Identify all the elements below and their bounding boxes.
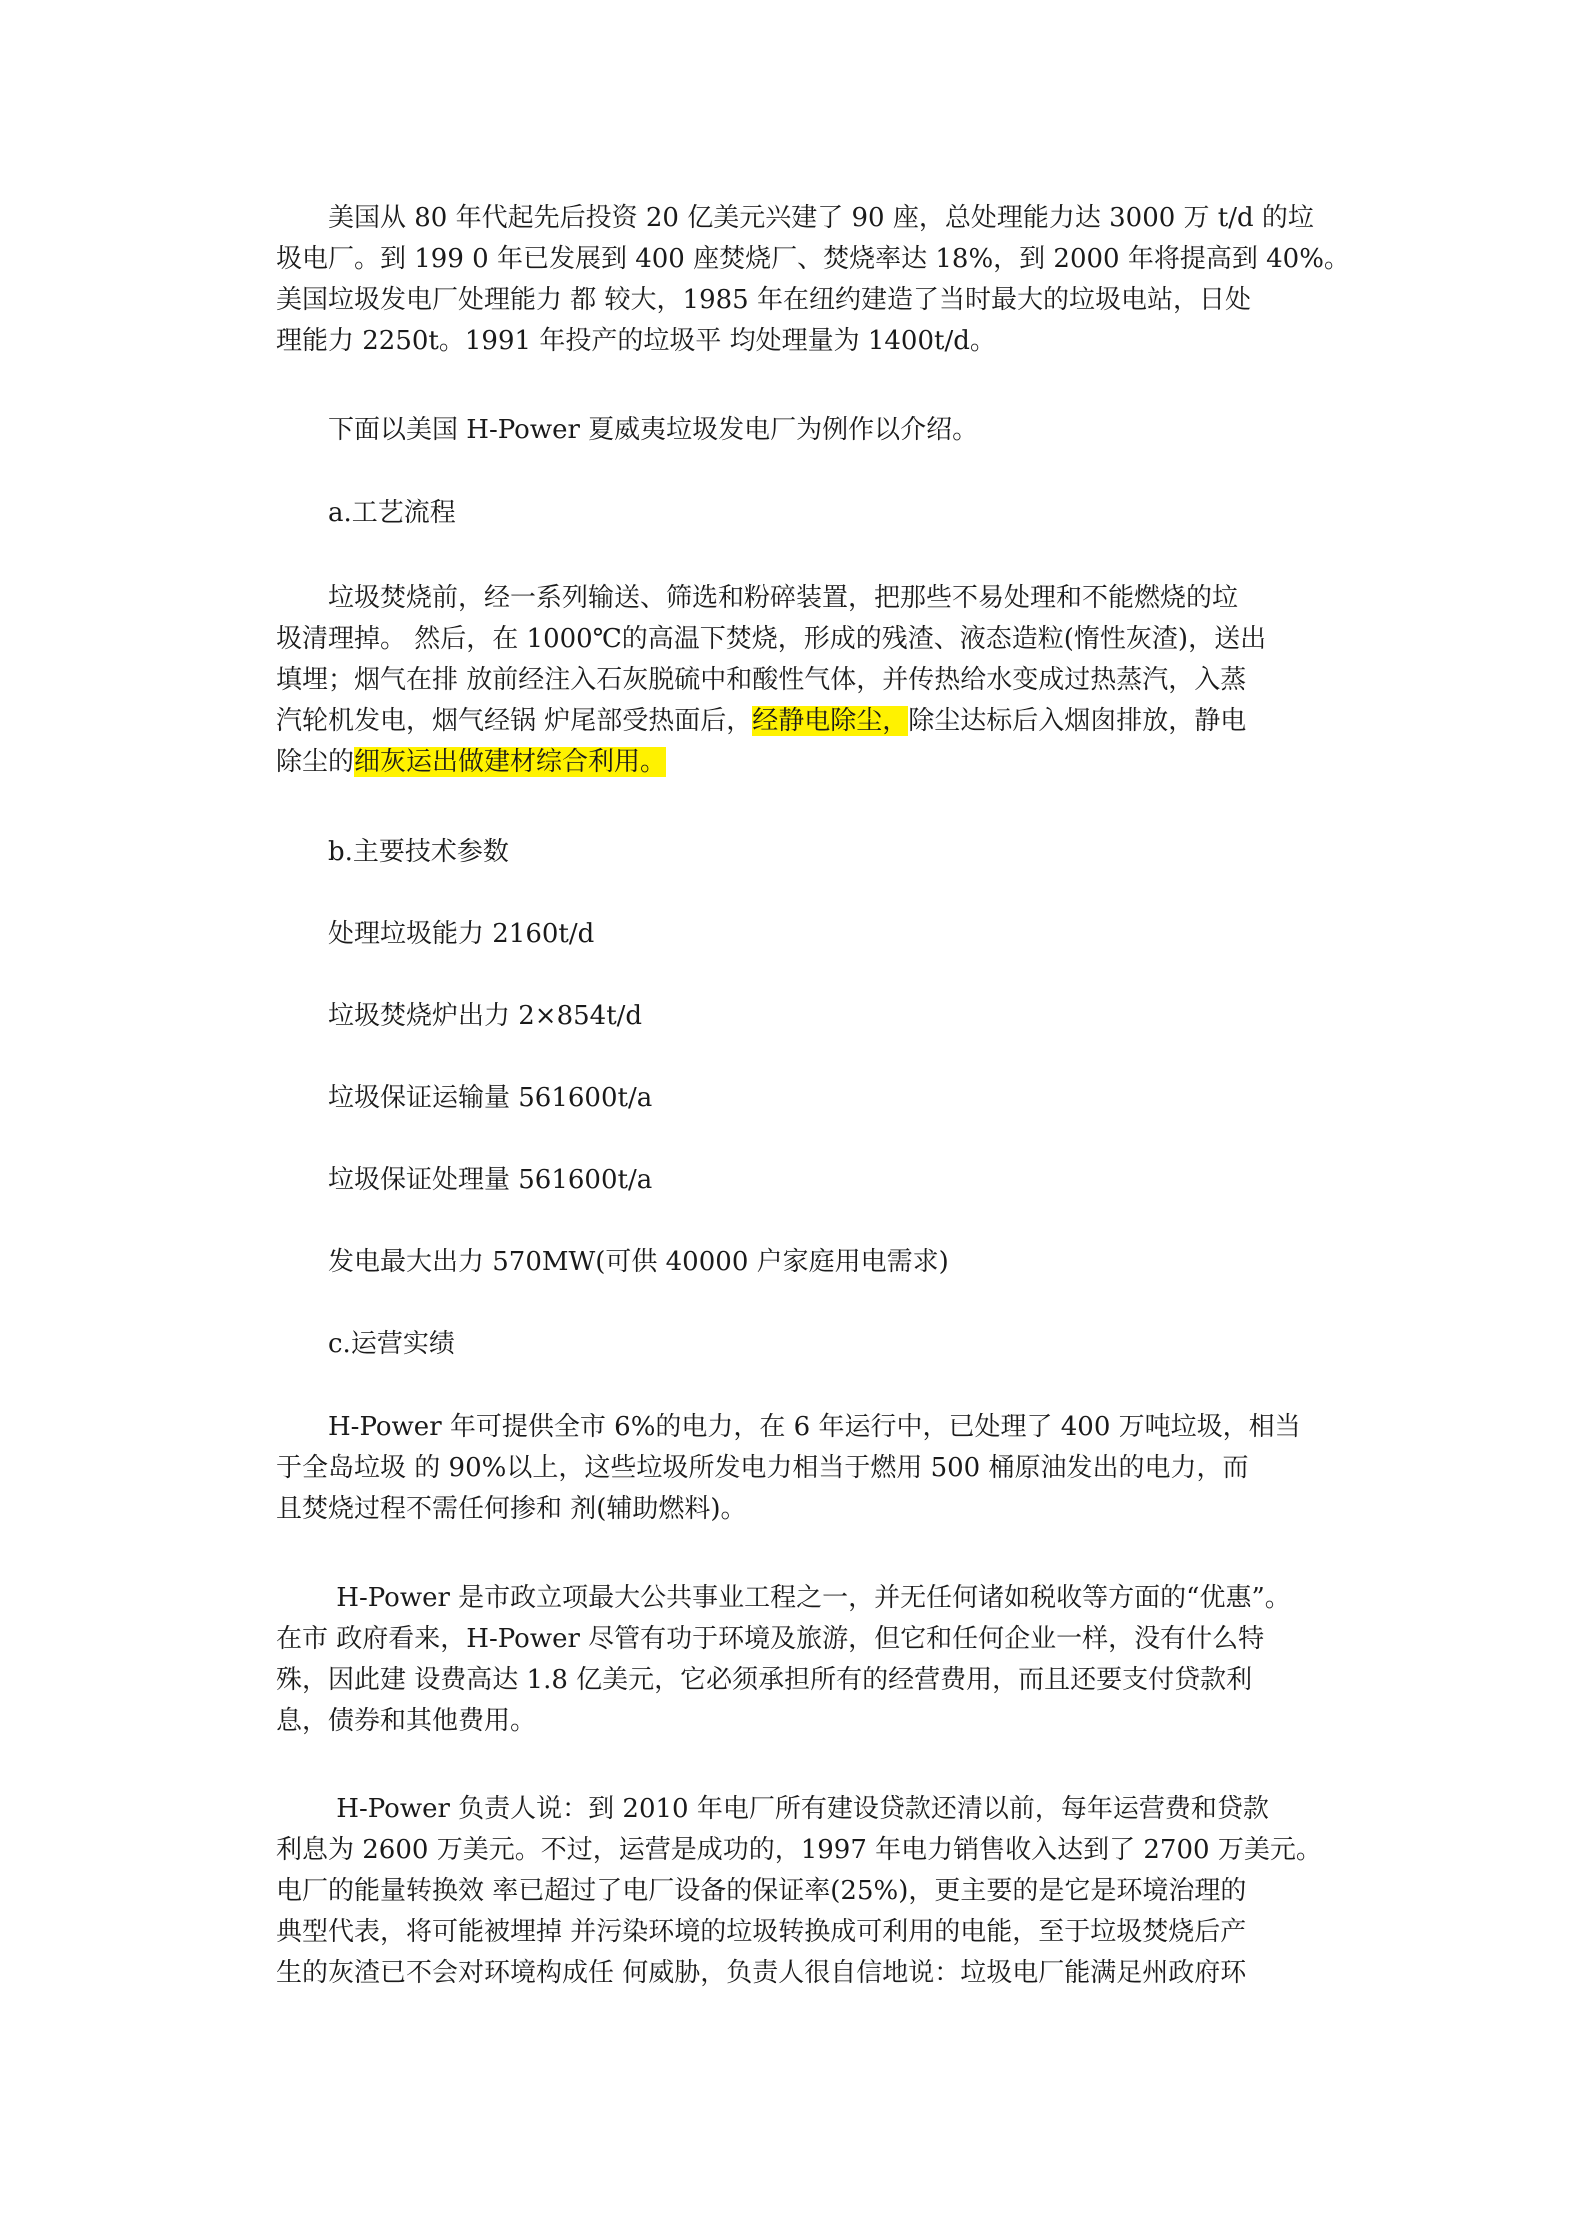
param-text: 垃圾保证运输量 561600t/a: [276, 1083, 653, 1113]
text-line: H-Power 年可提供全市 6%的电力，在 6 年运行中，已处理了 400 万吨垃圾，相当: [276, 1412, 1301, 1442]
text-line: 利息为 2600 万美元。不过，运营是成功的，1997 年电力销售收入达到了 2700 万美元。: [276, 1835, 1322, 1865]
text-line: 美国垃圾发电厂处理能力 都 较大，1985 年在纽约建造了当时最大的垃圾电站，日处: [276, 285, 1251, 315]
section-heading: b.主要技术参数: [276, 837, 509, 867]
param-item: [276, 1242, 1321, 1283]
heading-technical-params: [276, 832, 1321, 873]
paragraph-public-project: [276, 1578, 1321, 1742]
paragraph-intro-hpower: [276, 410, 1321, 451]
highlighted-text: 经静电除尘，: [752, 706, 909, 736]
param-item: [276, 1160, 1321, 1201]
text-line: 生的灰渣已不会对环境构成任 何威胁，负责人很自信地说：垃圾电厂能满足州政府环: [276, 1958, 1247, 1988]
text-line: 在市 政府看来，H-Power 尽管有功于环境及旅游，但它和任何企业一样，没有什么特: [276, 1624, 1265, 1654]
text-line: 美国从 80 年代起先后投资 20 亿美元兴建了 90 座，总处理能力达 3000 万 t/d 的垃: [276, 203, 1314, 233]
param-item: [276, 1078, 1321, 1119]
section-heading: c.运营实绩: [276, 1329, 455, 1359]
text-line: 垃圾焚烧前，经一系列输送、筛选和粉碎装置，把那些不易处理和不能燃烧的垃: [276, 583, 1239, 613]
text-line: 息，债券和其他费用。: [276, 1706, 537, 1736]
text-line: 理能力 2250t。1991 年投产的垃圾平 均处理量为 1400t/d。: [276, 326, 996, 356]
text-line: 下面以美国 H-Power 夏威夷垃圾发电厂为例作以介绍。: [276, 415, 979, 445]
text-segment: 除尘的: [276, 747, 355, 777]
param-text: 发电最大出力 570MW(可供 40000 户家庭用电需求): [276, 1247, 949, 1277]
section-heading: a.工艺流程: [276, 498, 456, 528]
param-item: [276, 914, 1321, 955]
text-line: H-Power 是市政立项最大公共事业工程之一，并无任何诸如税收等方面的“优惠”。: [276, 1583, 1291, 1613]
heading-operation-results: [276, 1324, 1321, 1365]
paragraph-manager-statement: [276, 1789, 1321, 1994]
paragraph-process: [276, 578, 1321, 783]
param-item: [276, 996, 1321, 1037]
text-line: 填埋；烟气在排 放前经注入石灰脱硫中和酸性气体，并传热给水变成过热蒸汽，入蒸: [276, 665, 1247, 695]
heading-process-flow: [276, 493, 1321, 534]
text-line: [276, 701, 1321, 742]
text-line: H-Power 负责人说：到 2010 年电厂所有建设贷款还清以前，每年运营费和贷款: [276, 1794, 1269, 1824]
param-text: 垃圾焚烧炉出力 2×854t/d: [276, 1001, 643, 1031]
highlighted-text: 细灰运出做建材综合利用。: [354, 747, 667, 777]
text-segment: 除尘达标后入烟囱排放，静电: [908, 706, 1247, 736]
text-line: 圾清理掉。 然后，在 1000℃的高温下焚烧，形成的残渣、液态造粒(惰性灰渣)，送出: [276, 624, 1267, 654]
text-line: 殊，因此建 设费高达 1.8 亿美元，它必须承担所有的经营费用，而且还要支付贷款利: [276, 1665, 1253, 1695]
param-text: 垃圾保证处理量 561600t/a: [276, 1165, 653, 1195]
text-line: [276, 742, 1321, 783]
text-line: 圾电厂。到 199 0 年已发展到 400 座焚烧厂、焚烧率达 18%，到 2000 年将提高到 40%。: [276, 244, 1350, 274]
text-line: 电厂的能量转换效 率已超过了电厂设备的保证率(25%)，更主要的是它是环境治理的: [276, 1876, 1247, 1906]
text-line: 于全岛垃圾 的 90%以上，这些垃圾所发电力相当于燃用 500 桶原油发出的电力，而: [276, 1453, 1249, 1483]
text-line: 且焚烧过程不需任何掺和 剂(辅助燃料)。: [276, 1494, 747, 1524]
param-text: 处理垃圾能力 2160t/d: [276, 919, 595, 949]
paragraph-us-overview: [276, 198, 1350, 362]
text-line: 典型代表，将可能被埋掉 并污染环境的垃圾转换成可利用的电能，至于垃圾焚烧后产: [276, 1917, 1247, 1947]
paragraph-operation: [276, 1407, 1321, 1530]
text-segment: 汽轮机发电，烟气经锅 炉尾部受热面后，: [276, 706, 753, 736]
